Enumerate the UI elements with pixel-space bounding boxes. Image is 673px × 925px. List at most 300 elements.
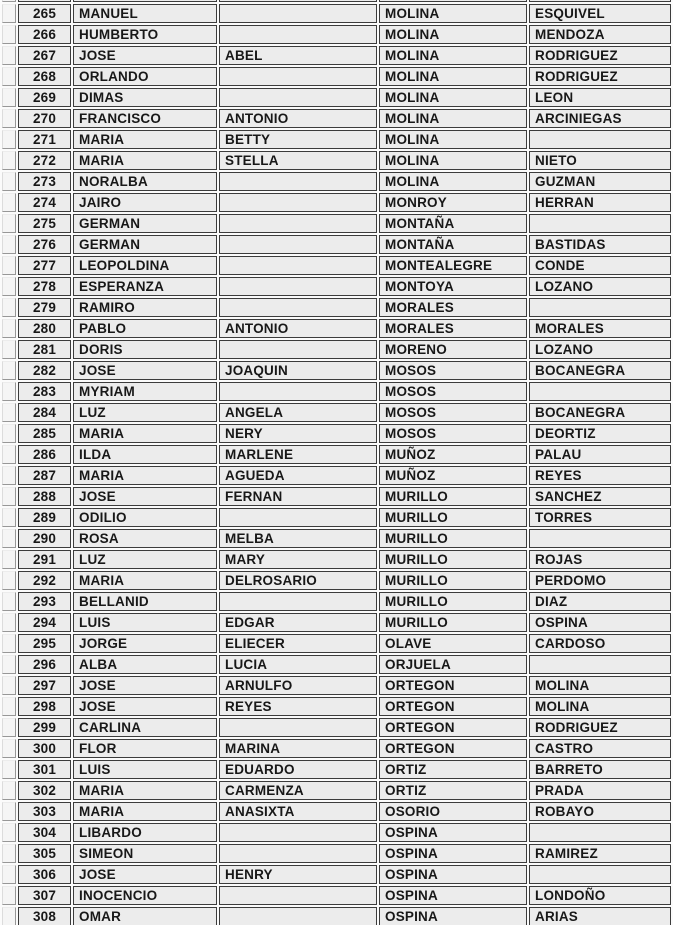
row-number-cell: 307 bbox=[18, 886, 71, 905]
first-name-cell: SIMEON bbox=[73, 844, 217, 863]
middle-name-cell bbox=[219, 718, 377, 737]
middle-name-cell bbox=[219, 823, 377, 842]
table-row bbox=[2, 172, 671, 191]
names-table-body bbox=[2, 0, 671, 925]
first-surname-cell: MOLINA bbox=[379, 4, 527, 23]
second-surname-cell bbox=[529, 130, 671, 149]
second-surname-cell bbox=[529, 529, 671, 548]
middle-name-cell bbox=[219, 277, 377, 296]
table-row bbox=[2, 319, 671, 338]
row-selector-cell bbox=[2, 4, 16, 23]
row-selector-cell bbox=[2, 193, 16, 212]
table-row bbox=[2, 277, 671, 296]
middle-name-cell: ANGELA bbox=[219, 403, 377, 422]
second-surname-cell: HERRAN bbox=[529, 193, 671, 212]
middle-name-cell: STELLA bbox=[219, 151, 377, 170]
middle-name-cell bbox=[219, 298, 377, 317]
first-name-cell: GERMAN bbox=[73, 235, 217, 254]
first-surname-cell: MURILLO bbox=[379, 550, 527, 569]
middle-name-cell bbox=[219, 256, 377, 275]
row-selector-cell bbox=[2, 424, 16, 443]
middle-name-cell bbox=[219, 907, 377, 925]
second-surname-cell: MOLINA bbox=[529, 676, 671, 695]
second-surname-cell bbox=[529, 655, 671, 674]
first-surname-cell: ORJUELA bbox=[379, 655, 527, 674]
row-selector-cell bbox=[2, 340, 16, 359]
table-row bbox=[2, 781, 671, 800]
first-surname-cell: ORTIZ bbox=[379, 781, 527, 800]
table-row bbox=[2, 823, 671, 842]
middle-name-cell bbox=[219, 172, 377, 191]
row-selector-cell bbox=[2, 151, 16, 170]
first-surname-cell: MOLINA bbox=[379, 67, 527, 86]
middle-name-cell: MARINA bbox=[219, 739, 377, 758]
second-surname-cell: OSPINA bbox=[529, 613, 671, 632]
middle-name-cell: CARMENZA bbox=[219, 781, 377, 800]
middle-name-cell: MELBA bbox=[219, 529, 377, 548]
table-row bbox=[2, 508, 671, 527]
middle-name-cell bbox=[219, 340, 377, 359]
second-surname-cell: RODRIGUEZ bbox=[529, 67, 671, 86]
middle-name-cell: EDUARDO bbox=[219, 760, 377, 779]
first-surname-cell: OSPINA bbox=[379, 865, 527, 884]
row-number-cell: 293 bbox=[18, 592, 71, 611]
first-name-cell: MARIA bbox=[73, 130, 217, 149]
middle-name-cell: ANTONIO bbox=[219, 319, 377, 338]
second-surname-cell: ROBAYO bbox=[529, 802, 671, 821]
table-row bbox=[2, 361, 671, 380]
first-surname-cell: MURILLO bbox=[379, 508, 527, 527]
row-selector-cell bbox=[2, 214, 16, 233]
row-selector-cell bbox=[2, 823, 16, 842]
first-surname-cell: ORTEGON bbox=[379, 676, 527, 695]
second-surname-cell: RAMIREZ bbox=[529, 844, 671, 863]
second-surname-cell: NIETO bbox=[529, 151, 671, 170]
row-selector-cell bbox=[2, 88, 16, 107]
first-name-cell: ALBA bbox=[73, 655, 217, 674]
first-surname-cell: MURILLO bbox=[379, 529, 527, 548]
middle-name-cell: ABEL bbox=[219, 46, 377, 65]
first-name-cell: INOCENCIO bbox=[73, 886, 217, 905]
table-row bbox=[2, 130, 671, 149]
table-row bbox=[2, 676, 671, 695]
first-name-cell: JOSE bbox=[73, 487, 217, 506]
second-surname-cell: SANCHEZ bbox=[529, 487, 671, 506]
row-number-cell: 280 bbox=[18, 319, 71, 338]
row-number-cell: 279 bbox=[18, 298, 71, 317]
middle-name-cell: MARLENE bbox=[219, 445, 377, 464]
row-selector-cell bbox=[2, 907, 16, 925]
second-surname-cell bbox=[529, 298, 671, 317]
row-number-cell: 284 bbox=[18, 403, 71, 422]
first-name-cell: MARIA bbox=[73, 424, 217, 443]
first-surname-cell: MONROY bbox=[379, 193, 527, 212]
table-row bbox=[2, 340, 671, 359]
first-surname-cell: MOSOS bbox=[379, 382, 527, 401]
table-row bbox=[2, 4, 671, 23]
second-surname-cell: LOZANO bbox=[529, 340, 671, 359]
second-surname-cell: CARDOSO bbox=[529, 634, 671, 653]
row-number-cell: 288 bbox=[18, 487, 71, 506]
row-selector-cell bbox=[2, 508, 16, 527]
middle-name-cell bbox=[219, 844, 377, 863]
first-name-cell: LUIS bbox=[73, 613, 217, 632]
table-row bbox=[2, 907, 671, 925]
row-selector-cell bbox=[2, 319, 16, 338]
first-name-cell: LUZ bbox=[73, 403, 217, 422]
first-name-cell: FRANCISCO bbox=[73, 109, 217, 128]
middle-name-cell bbox=[219, 0, 377, 2]
middle-name-cell: MARY bbox=[219, 550, 377, 569]
first-surname-cell: MOLINA bbox=[379, 172, 527, 191]
row-number-cell: 302 bbox=[18, 781, 71, 800]
row-selector-cell bbox=[2, 781, 16, 800]
row-selector-cell bbox=[2, 466, 16, 485]
second-surname-cell: BOCANEGRA bbox=[529, 361, 671, 380]
middle-name-cell: ARNULFO bbox=[219, 676, 377, 695]
row-selector-cell bbox=[2, 0, 16, 2]
second-surname-cell: RODRIGUEZ bbox=[529, 46, 671, 65]
middle-name-cell: FERNAN bbox=[219, 487, 377, 506]
row-number-cell: 300 bbox=[18, 739, 71, 758]
second-surname-cell: ESQUIVEL bbox=[529, 4, 671, 23]
row-number-cell: 286 bbox=[18, 445, 71, 464]
first-name-cell: MARIA bbox=[73, 466, 217, 485]
row-number-cell: 291 bbox=[18, 550, 71, 569]
first-name-cell: ODILIO bbox=[73, 508, 217, 527]
row-number-cell: 276 bbox=[18, 235, 71, 254]
row-selector-cell bbox=[2, 697, 16, 716]
first-surname-cell: MURILLO bbox=[379, 592, 527, 611]
second-surname-cell: GUZMAN bbox=[529, 172, 671, 191]
row-selector-cell bbox=[2, 739, 16, 758]
row-selector-cell bbox=[2, 67, 16, 86]
row-number-cell: 282 bbox=[18, 361, 71, 380]
row-number-cell: 299 bbox=[18, 718, 71, 737]
row-selector-cell bbox=[2, 886, 16, 905]
first-name-cell: ORLANDO bbox=[73, 67, 217, 86]
row-number-cell: 308 bbox=[18, 907, 71, 925]
first-surname-cell: MONTEALEGRE bbox=[379, 256, 527, 275]
table-row bbox=[2, 739, 671, 758]
first-name-cell: ILDA bbox=[73, 445, 217, 464]
row-selector-cell bbox=[2, 676, 16, 695]
row-selector-cell bbox=[2, 655, 16, 674]
middle-name-cell: JOAQUIN bbox=[219, 361, 377, 380]
second-surname-cell: PRADA bbox=[529, 781, 671, 800]
table-row bbox=[2, 445, 671, 464]
first-surname-cell: MURILLO bbox=[379, 571, 527, 590]
second-surname-cell: BOCANEGRA bbox=[529, 403, 671, 422]
middle-name-cell bbox=[219, 508, 377, 527]
table-row bbox=[2, 886, 671, 905]
first-name-cell: MARIA bbox=[73, 571, 217, 590]
table-row bbox=[2, 529, 671, 548]
first-name-cell: RAMIRO bbox=[73, 298, 217, 317]
middle-name-cell: HENRY bbox=[219, 865, 377, 884]
row-selector-cell bbox=[2, 256, 16, 275]
first-name-cell: OMAR bbox=[73, 907, 217, 925]
first-name-cell: MANUEL bbox=[73, 4, 217, 23]
middle-name-cell bbox=[219, 382, 377, 401]
row-selector-cell bbox=[2, 109, 16, 128]
row-number-cell: 269 bbox=[18, 88, 71, 107]
first-surname-cell: ORTIZ bbox=[379, 760, 527, 779]
row-number-cell: 292 bbox=[18, 571, 71, 590]
row-number-cell: 289 bbox=[18, 508, 71, 527]
row-number-cell bbox=[18, 0, 71, 2]
second-surname-cell: BASTIDAS bbox=[529, 235, 671, 254]
first-surname-cell: MONTAÑA bbox=[379, 214, 527, 233]
second-surname-cell: PALAU bbox=[529, 445, 671, 464]
row-number-cell: 303 bbox=[18, 802, 71, 821]
table-row bbox=[2, 109, 671, 128]
second-surname-cell bbox=[529, 382, 671, 401]
middle-name-cell bbox=[219, 67, 377, 86]
row-number-cell: 275 bbox=[18, 214, 71, 233]
first-name-cell: LEOPOLDINA bbox=[73, 256, 217, 275]
first-surname-cell: MOLINA bbox=[379, 46, 527, 65]
middle-name-cell: ANASIXTA bbox=[219, 802, 377, 821]
first-surname-cell: MORALES bbox=[379, 298, 527, 317]
row-number-cell: 287 bbox=[18, 466, 71, 485]
first-surname-cell: OSPINA bbox=[379, 886, 527, 905]
first-surname-cell: MOLINA bbox=[379, 151, 527, 170]
table-row bbox=[2, 865, 671, 884]
second-surname-cell: CONDE bbox=[529, 256, 671, 275]
table-row bbox=[2, 424, 671, 443]
first-surname-cell: OSPINA bbox=[379, 844, 527, 863]
table-row bbox=[2, 802, 671, 821]
row-selector-cell bbox=[2, 277, 16, 296]
middle-name-cell: BETTY bbox=[219, 130, 377, 149]
second-surname-cell bbox=[529, 865, 671, 884]
first-surname-cell: MORENO bbox=[379, 340, 527, 359]
table-row bbox=[2, 298, 671, 317]
row-selector-cell bbox=[2, 634, 16, 653]
row-selector-cell bbox=[2, 844, 16, 863]
second-surname-cell: DEORTIZ bbox=[529, 424, 671, 443]
first-name-cell bbox=[73, 0, 217, 2]
table-row bbox=[2, 25, 671, 44]
row-selector-cell bbox=[2, 298, 16, 317]
middle-name-cell: DELROSARIO bbox=[219, 571, 377, 590]
first-surname-cell: ORTEGON bbox=[379, 718, 527, 737]
first-name-cell: HUMBERTO bbox=[73, 25, 217, 44]
second-surname-cell: MORALES bbox=[529, 319, 671, 338]
second-surname-cell: RODRIGUEZ bbox=[529, 718, 671, 737]
second-surname-cell: REYES bbox=[529, 466, 671, 485]
first-name-cell: JOSE bbox=[73, 697, 217, 716]
second-surname-cell: MENDOZA bbox=[529, 25, 671, 44]
first-surname-cell: ORTEGON bbox=[379, 739, 527, 758]
row-number-cell: 295 bbox=[18, 634, 71, 653]
middle-name-cell: EDGAR bbox=[219, 613, 377, 632]
first-name-cell: MARIA bbox=[73, 781, 217, 800]
first-surname-cell: MOLINA bbox=[379, 88, 527, 107]
row-selector-cell bbox=[2, 382, 16, 401]
row-number-cell: 271 bbox=[18, 130, 71, 149]
row-number-cell: 274 bbox=[18, 193, 71, 212]
first-name-cell: JOSE bbox=[73, 865, 217, 884]
middle-name-cell bbox=[219, 4, 377, 23]
first-surname-cell: OSORIO bbox=[379, 802, 527, 821]
first-name-cell: DIMAS bbox=[73, 88, 217, 107]
second-surname-cell: ARIAS bbox=[529, 907, 671, 925]
table-row bbox=[2, 844, 671, 863]
first-surname-cell: MURILLO bbox=[379, 487, 527, 506]
row-number-cell: 306 bbox=[18, 865, 71, 884]
first-name-cell: MARIA bbox=[73, 802, 217, 821]
row-selector-cell bbox=[2, 718, 16, 737]
table-row bbox=[2, 466, 671, 485]
row-number-cell: 272 bbox=[18, 151, 71, 170]
first-name-cell: FLOR bbox=[73, 739, 217, 758]
row-number-cell: 294 bbox=[18, 613, 71, 632]
row-number-cell: 298 bbox=[18, 697, 71, 716]
table-row bbox=[2, 67, 671, 86]
first-name-cell: JORGE bbox=[73, 634, 217, 653]
row-number-cell: 297 bbox=[18, 676, 71, 695]
table-row bbox=[2, 256, 671, 275]
second-surname-cell: LONDOÑO bbox=[529, 886, 671, 905]
table-row bbox=[2, 634, 671, 653]
row-number-cell: 278 bbox=[18, 277, 71, 296]
table-row-partial bbox=[2, 0, 671, 2]
row-number-cell: 270 bbox=[18, 109, 71, 128]
row-selector-cell bbox=[2, 445, 16, 464]
first-name-cell: MARIA bbox=[73, 151, 217, 170]
first-name-cell: LUIS bbox=[73, 760, 217, 779]
row-selector-cell bbox=[2, 613, 16, 632]
first-surname-cell: OLAVE bbox=[379, 634, 527, 653]
row-number-cell: 290 bbox=[18, 529, 71, 548]
first-name-cell: PABLO bbox=[73, 319, 217, 338]
table-row bbox=[2, 655, 671, 674]
first-surname-cell bbox=[379, 0, 527, 2]
row-number-cell: 267 bbox=[18, 46, 71, 65]
first-surname-cell: MOSOS bbox=[379, 403, 527, 422]
table-row bbox=[2, 760, 671, 779]
second-surname-cell bbox=[529, 0, 671, 2]
table-row bbox=[2, 235, 671, 254]
row-selector-cell bbox=[2, 802, 16, 821]
row-number-cell: 305 bbox=[18, 844, 71, 863]
middle-name-cell: LUCIA bbox=[219, 655, 377, 674]
second-surname-cell: LEON bbox=[529, 88, 671, 107]
first-surname-cell: MUÑOZ bbox=[379, 466, 527, 485]
table-row bbox=[2, 613, 671, 632]
first-name-cell: JOSE bbox=[73, 676, 217, 695]
first-name-cell: ROSA bbox=[73, 529, 217, 548]
table-row bbox=[2, 214, 671, 233]
row-selector-cell bbox=[2, 361, 16, 380]
row-selector-cell bbox=[2, 172, 16, 191]
table-row bbox=[2, 403, 671, 422]
middle-name-cell bbox=[219, 193, 377, 212]
middle-name-cell bbox=[219, 235, 377, 254]
first-name-cell: GERMAN bbox=[73, 214, 217, 233]
row-selector-cell bbox=[2, 550, 16, 569]
first-name-cell: NORALBA bbox=[73, 172, 217, 191]
row-selector-cell bbox=[2, 25, 16, 44]
second-surname-cell bbox=[529, 823, 671, 842]
first-surname-cell: MURILLO bbox=[379, 613, 527, 632]
table-row bbox=[2, 550, 671, 569]
middle-name-cell: REYES bbox=[219, 697, 377, 716]
middle-name-cell: NERY bbox=[219, 424, 377, 443]
middle-name-cell bbox=[219, 592, 377, 611]
row-number-cell: 301 bbox=[18, 760, 71, 779]
first-name-cell: LUZ bbox=[73, 550, 217, 569]
middle-name-cell: ANTONIO bbox=[219, 109, 377, 128]
middle-name-cell bbox=[219, 886, 377, 905]
middle-name-cell: ELIECER bbox=[219, 634, 377, 653]
second-surname-cell: CASTRO bbox=[529, 739, 671, 758]
row-selector-cell bbox=[2, 130, 16, 149]
first-surname-cell: ORTEGON bbox=[379, 697, 527, 716]
row-selector-cell bbox=[2, 571, 16, 590]
second-surname-cell: ROJAS bbox=[529, 550, 671, 569]
first-surname-cell: MORALES bbox=[379, 319, 527, 338]
table-row bbox=[2, 193, 671, 212]
row-number-cell: 277 bbox=[18, 256, 71, 275]
table-row bbox=[2, 88, 671, 107]
row-number-cell: 283 bbox=[18, 382, 71, 401]
second-surname-cell: BARRETO bbox=[529, 760, 671, 779]
second-surname-cell bbox=[529, 214, 671, 233]
second-surname-cell: LOZANO bbox=[529, 277, 671, 296]
first-name-cell: BELLANID bbox=[73, 592, 217, 611]
table-row bbox=[2, 697, 671, 716]
row-number-cell: 296 bbox=[18, 655, 71, 674]
middle-name-cell bbox=[219, 214, 377, 233]
table-row bbox=[2, 571, 671, 590]
table-row bbox=[2, 487, 671, 506]
first-surname-cell: OSPINA bbox=[379, 907, 527, 925]
row-selector-cell bbox=[2, 487, 16, 506]
row-selector-cell bbox=[2, 403, 16, 422]
first-surname-cell: OSPINA bbox=[379, 823, 527, 842]
row-selector-cell bbox=[2, 235, 16, 254]
row-selector-cell bbox=[2, 592, 16, 611]
second-surname-cell: ARCINIEGAS bbox=[529, 109, 671, 128]
table-row bbox=[2, 592, 671, 611]
row-selector-cell bbox=[2, 529, 16, 548]
table-row bbox=[2, 718, 671, 737]
first-name-cell: ESPERANZA bbox=[73, 277, 217, 296]
first-surname-cell: MUÑOZ bbox=[379, 445, 527, 464]
first-name-cell: MYRIAM bbox=[73, 382, 217, 401]
row-number-cell: 304 bbox=[18, 823, 71, 842]
first-surname-cell: MONTAÑA bbox=[379, 235, 527, 254]
first-surname-cell: MOLINA bbox=[379, 25, 527, 44]
row-number-cell: 265 bbox=[18, 4, 71, 23]
row-number-cell: 285 bbox=[18, 424, 71, 443]
table-row bbox=[2, 382, 671, 401]
middle-name-cell bbox=[219, 88, 377, 107]
row-selector-cell bbox=[2, 760, 16, 779]
middle-name-cell: AGUEDA bbox=[219, 466, 377, 485]
second-surname-cell: TORRES bbox=[529, 508, 671, 527]
first-surname-cell: MOLINA bbox=[379, 109, 527, 128]
first-surname-cell: MOSOS bbox=[379, 361, 527, 380]
first-name-cell: LIBARDO bbox=[73, 823, 217, 842]
row-selector-cell bbox=[2, 865, 16, 884]
first-surname-cell: MONTOYA bbox=[379, 277, 527, 296]
row-number-cell: 266 bbox=[18, 25, 71, 44]
first-name-cell: CARLINA bbox=[73, 718, 217, 737]
